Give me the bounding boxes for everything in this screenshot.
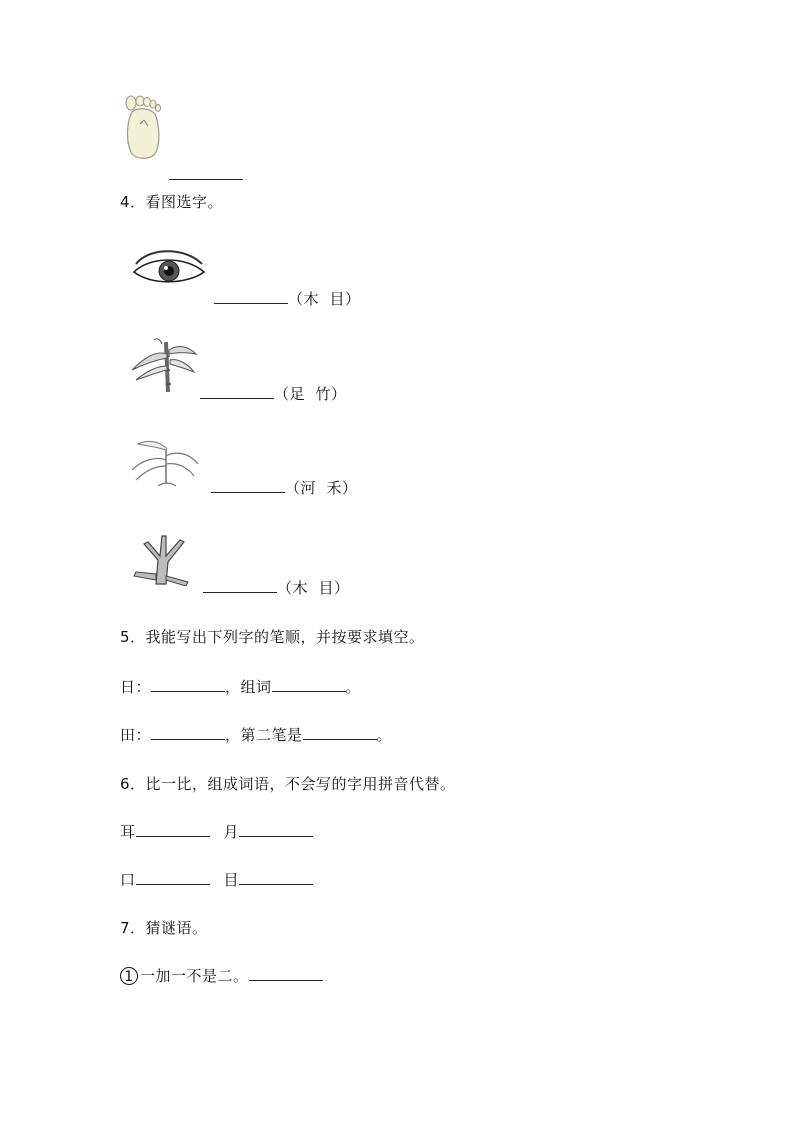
char-label: 日： [120,678,152,696]
q4-item-4 [203,578,350,598]
word-blank[interactable] [136,822,210,837]
question-4-title: 4．看图选字。 [120,193,224,211]
period: 。 [345,678,362,696]
bamboo-picture [126,336,200,396]
word-blank[interactable] [272,677,346,692]
prompt-text: ，组词 [225,678,272,696]
question-6-title: 6．比一比，组成词语，不会写的字用拼音代替。 [120,775,456,793]
prompt-text: ，第二笔是 [225,726,303,744]
period: 。 [376,726,393,744]
choice-text: （木 目） [277,579,350,597]
riddle-text: 一加一不是二。 [140,967,249,985]
answer-blank[interactable] [200,384,274,399]
question-7-title: 7．猜谜语。 [120,919,208,937]
answer-blank[interactable] [211,478,285,493]
q4-item-3 [211,478,358,498]
choice-text: （木 目） [288,290,361,308]
answer-blank[interactable] [169,165,243,180]
q4-item-2 [200,384,347,404]
word-blank[interactable] [136,870,210,885]
char-label: 耳 [120,823,136,841]
q4-item-1 [214,289,361,309]
q5-line-1 [120,677,361,697]
q6-row-1 [120,822,313,842]
foot-answer-line[interactable] [158,145,243,185]
choice-text: （足 竹） [274,385,347,403]
stroke-order-blank[interactable] [151,725,225,740]
stroke-order-blank[interactable] [151,677,225,692]
q5-line-2 [120,725,392,745]
char-label: 口 [120,871,136,889]
riddle-number: 1 [120,967,138,985]
eye-picture [132,250,206,290]
stroke-blank[interactable] [303,725,377,740]
q6-row-2 [120,870,313,890]
word-blank[interactable] [239,870,313,885]
choice-text: （河 禾） [285,479,358,497]
char-label: 月 [223,823,240,841]
riddle-answer-blank[interactable] [249,966,323,981]
riddle-1 [120,966,323,986]
tree-picture [128,530,192,586]
answer-blank[interactable] [203,578,277,593]
char-label: 目 [223,871,240,889]
answer-blank[interactable] [214,289,288,304]
word-blank[interactable] [239,822,313,837]
char-label: 田： [120,726,152,744]
question-5-title: 5．我能写出下列字的笔顺，并按要求填空。 [120,628,425,646]
rice-plant-picture [128,434,202,490]
